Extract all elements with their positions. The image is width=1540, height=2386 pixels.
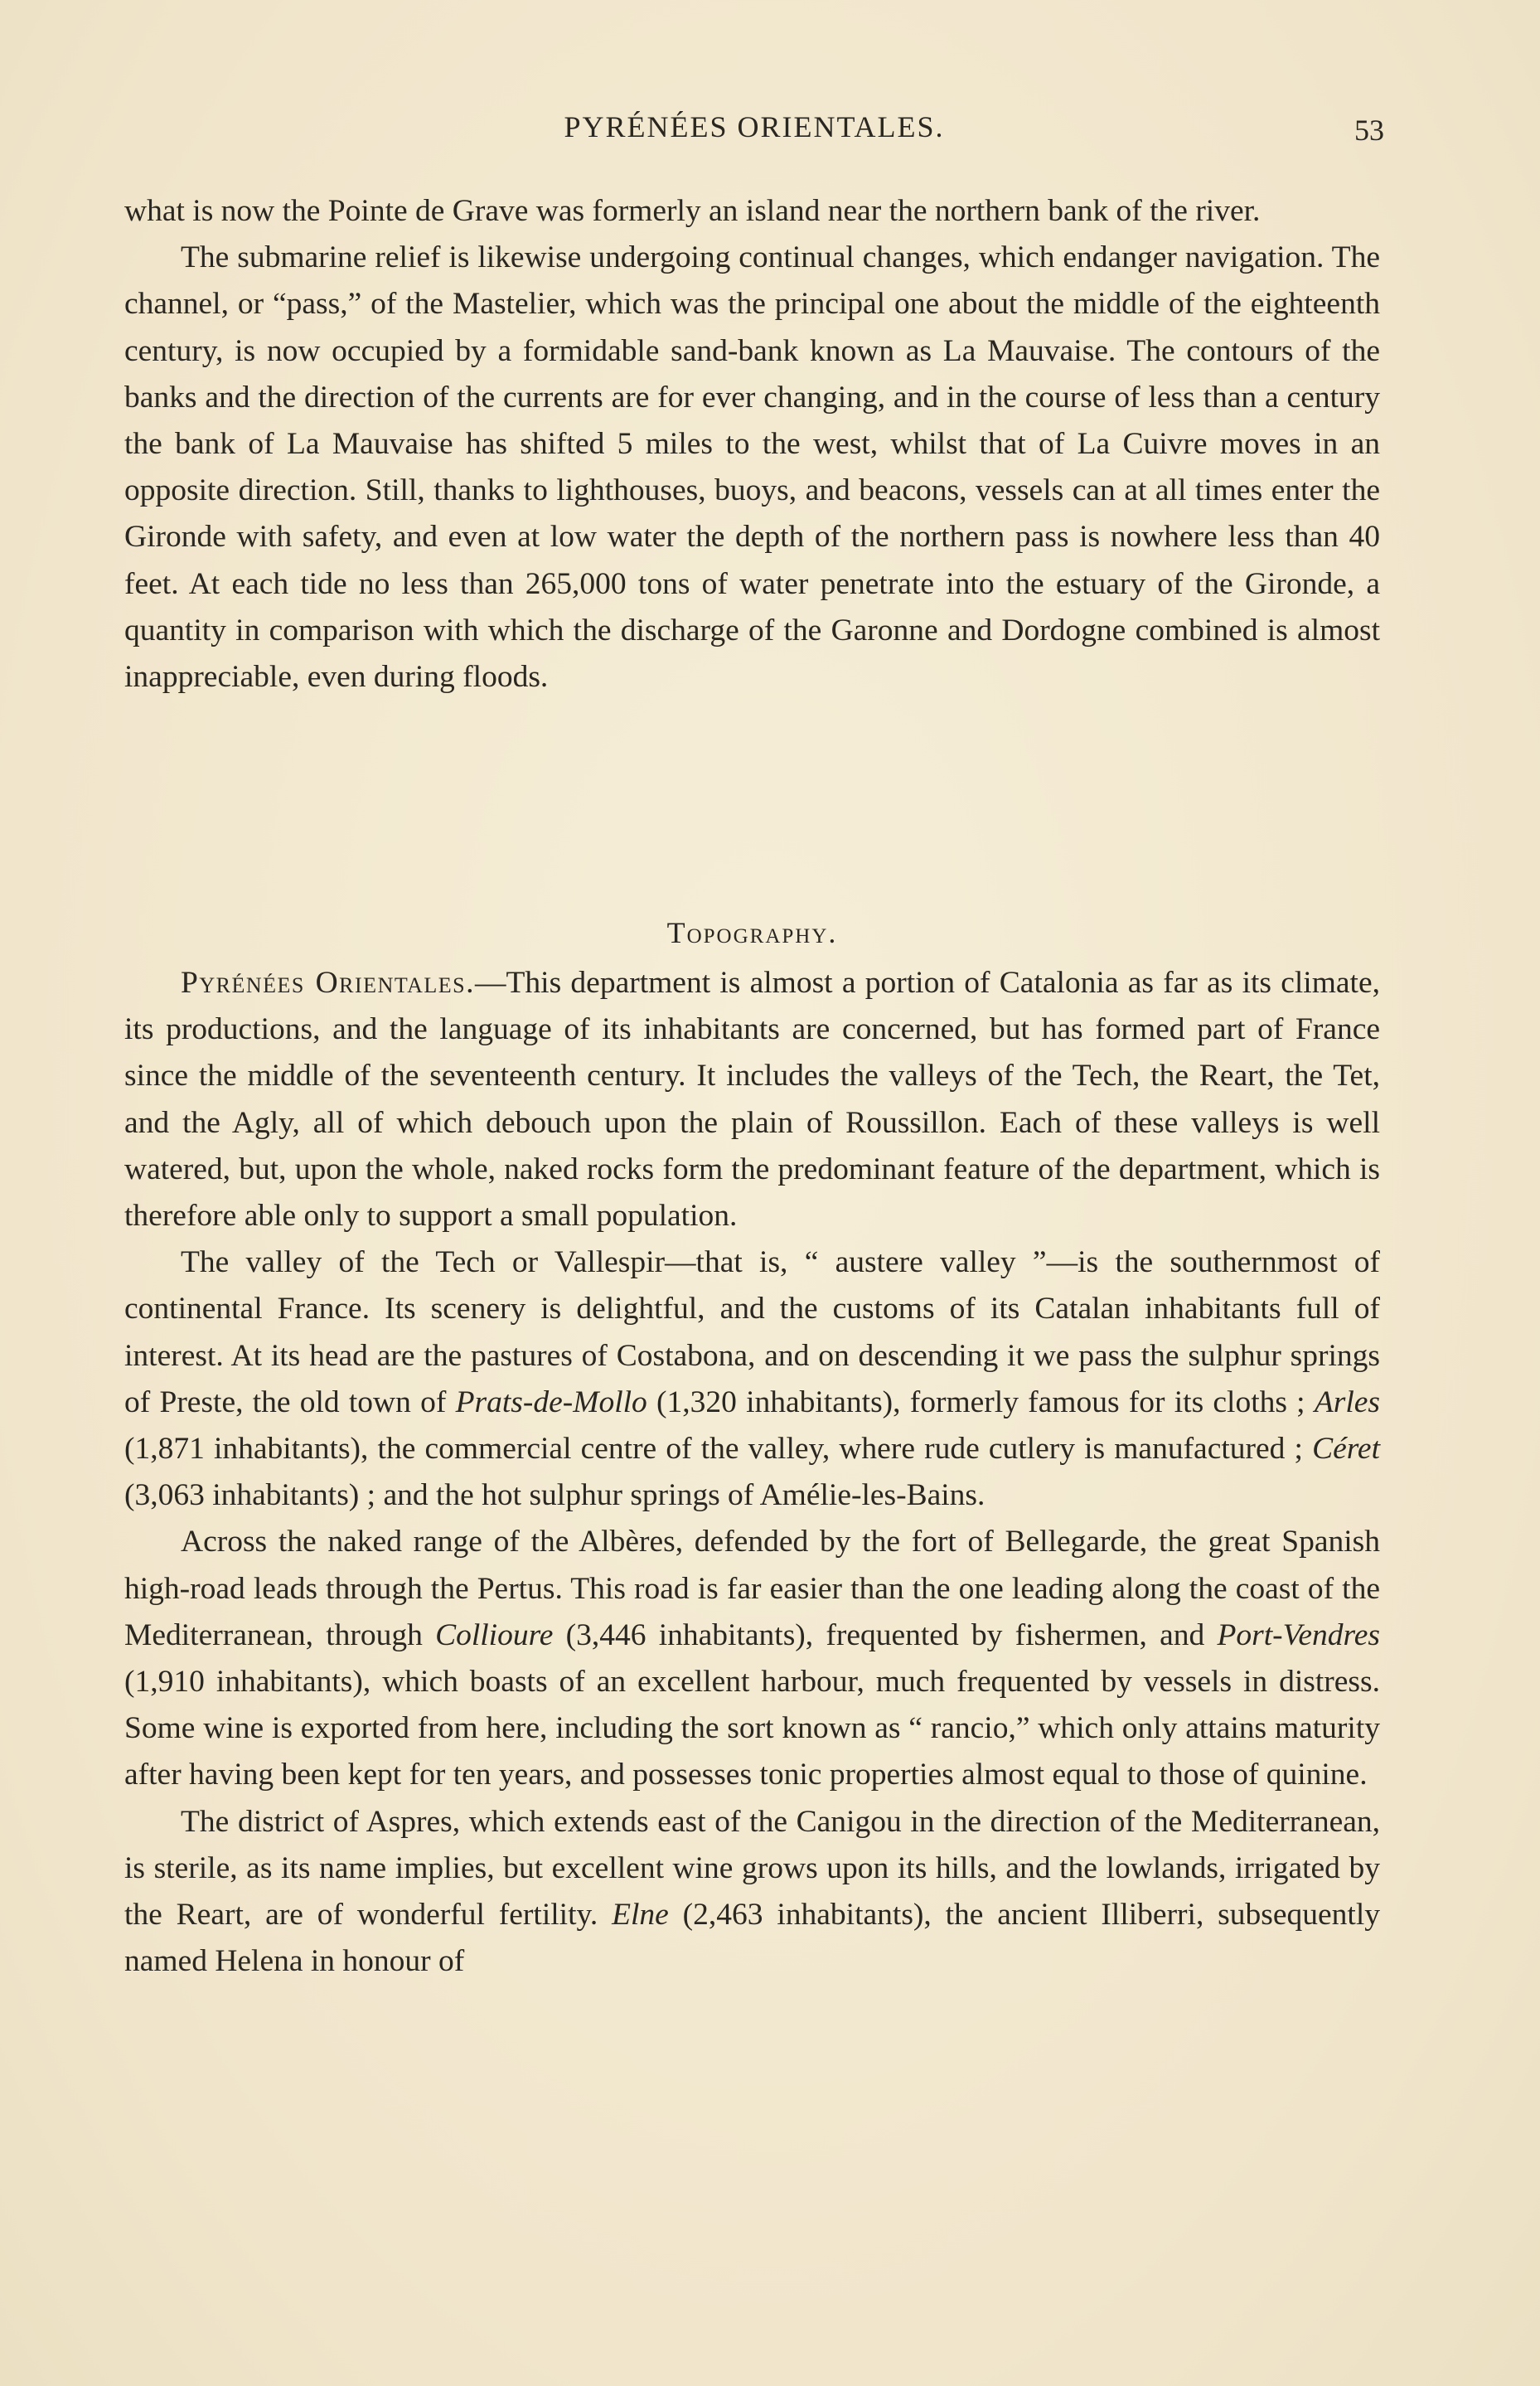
place-name: Arles xyxy=(1314,1385,1380,1419)
paragraph-department xyxy=(124,960,1380,1239)
section-heading: Topography. xyxy=(666,916,838,949)
paragraph-tech-valley xyxy=(124,1239,1380,1519)
page-number: 53 xyxy=(1354,114,1384,147)
place-name: Port-Vendres xyxy=(1217,1617,1380,1652)
running-title: PYRÉNÉES ORIENTALES. xyxy=(564,110,945,143)
text-run: The valley of the Tech or Vallespir—that is, “ austere valley ”—is the southernmost of continental France. Its scenery is delightful, and the customs of its Catalan inhabitants full of interest. At its head are the pastures of Costabona, and on descending it we pass the sulphur springs of Preste, the old town of xyxy=(124,1245,1380,1419)
text-run: Across the naked range of the Albères, defended by the fort of Bellegarde, the great Spanish high-road leads through the Pertus. This road is far easier than the one leading along the coast of the Mediterranean, through xyxy=(124,1525,1380,1652)
paragraph-submarine-relief: The submarine relief is likewise undergoing continual changes, which endanger navigation. The channel, or “pass,” of the Mastelier, which was the principal one about the middle of the eighteenth century, is now occupied by a formidable sand-bank known as La Mauvaise. The contours of the banks and the direction of the currents are for ever changing, and in the course of less than a century the bank of La Mauvaise has shifted 5 miles to the west, whilst that of La Cuivre moves in an opposite direction. Still, thanks to lighthouses, buoys, and beacons, vessels can at all times enter the Gironde with safety, and even at low water the depth of the northern pass is nowhere less than 40 feet. At each tide no less than 265,000 tons of water penetrate into the estuary of the Gironde, a quantity in comparison with which the discharge of the Garonne and Dordogne combined is almost inappreciable, even during floods. xyxy=(124,240,1380,695)
paragraph-continuation: what is now the Pointe de Grave was formerly an island near the northern bank of the river. xyxy=(124,194,1261,228)
text-run: (3,446 inhabitants), frequented by fishermen, and xyxy=(553,1617,1218,1652)
text-run: (1,910 inhabitants), which boasts of an excellent harbour, much frequented by vessels in distress. Some wine is exported from here, including the sort known as “ rancio,” which only attains maturity after having been kept for ten years, and possesses tonic properties almost equal to those of quinine. xyxy=(124,1665,1380,1792)
intro-text xyxy=(124,188,1380,701)
paragraph-text: —This department is almost a portion of Catalonia as far as its climate, its productions, and the language of its inhabitants are concerned, but has formed part of France since the middle of the seventeenth century. It includes the valleys of the Tech, the Reart, the Tet, and the Agly, all of which debouch upon the plain of Roussillon. Each of these valleys is well watered, but, upon the whole, naked rocks form the predominant feature of the department, which is therefore able only to support a small population. xyxy=(124,966,1380,1234)
text-run: (3,063 inhabitants) ; and the hot sulphur springs of Amélie-les-Bains. xyxy=(124,1478,986,1513)
paragraph-alberes xyxy=(124,1519,1380,1798)
place-name: Céret xyxy=(1312,1432,1380,1467)
department-name: Pyrénées Orientales. xyxy=(181,966,476,1000)
topography-text xyxy=(124,960,1380,1985)
text-run: (1,871 inhabitants), the commercial centre of the valley, where rude cutlery is manufactured ; xyxy=(124,1432,1313,1467)
text-run: (1,320 inhabitants), formerly famous for its cloths ; xyxy=(647,1385,1315,1419)
text-run: The district of Aspres, which extends east of the Canigou in the direction of the Mediterranean, is sterile, as its name implies, but excellent wine grows upon its hills, and the lowlands, irrigated by the Reart, are of wonderful fertility. xyxy=(124,1804,1380,1933)
text-run: (2,463 inhabitants), the ancient Illiberri, subsequently named Helena in honour of xyxy=(124,1898,1381,1979)
place-name: Prats-de-Mollo xyxy=(455,1385,647,1419)
place-name: Collioure xyxy=(435,1617,554,1652)
running-head xyxy=(124,109,1384,151)
place-name: Elne xyxy=(612,1898,669,1933)
paragraph-aspres xyxy=(124,1799,1380,1986)
